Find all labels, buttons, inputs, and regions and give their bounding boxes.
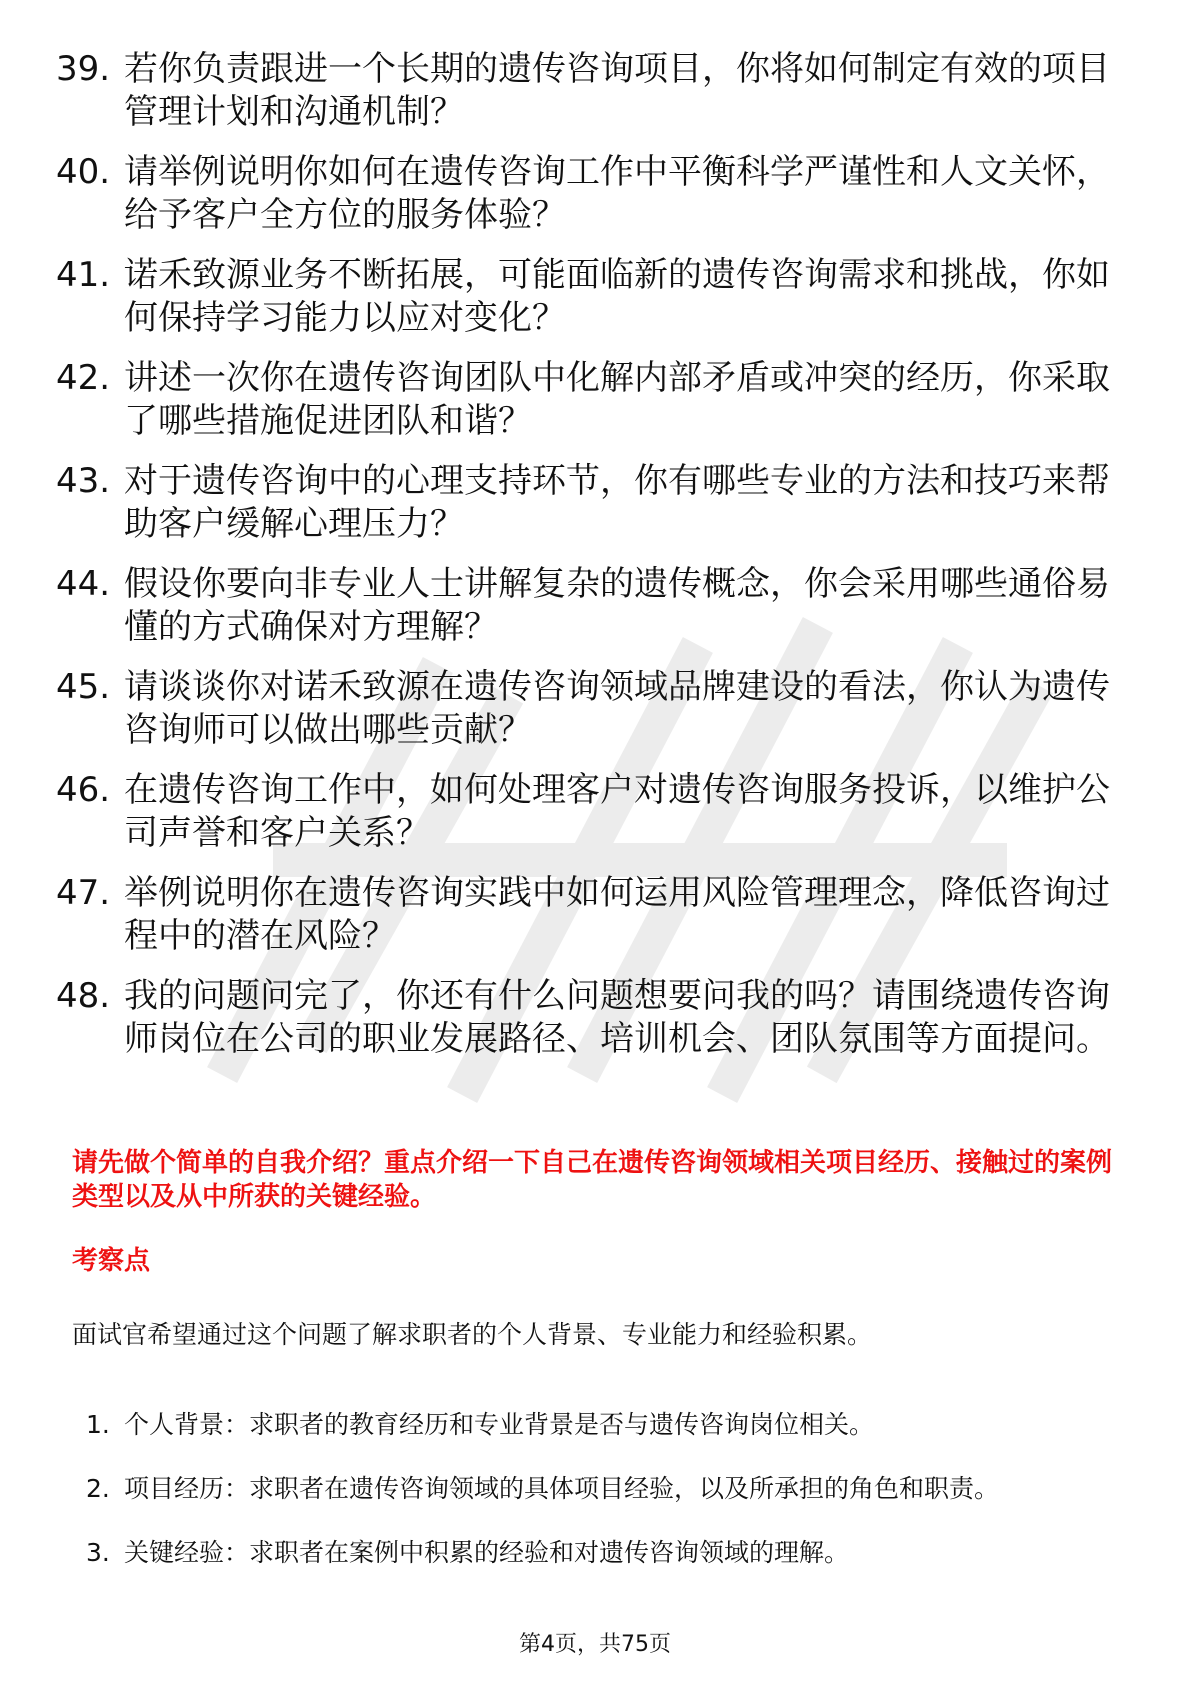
point-text: 关键经验：求职者在案例中积累的经验和对遗传咨询领域的理解。	[124, 1538, 850, 1567]
question-number: 47.	[56, 873, 111, 913]
point-number: 3.	[86, 1538, 110, 1567]
question-item	[56, 769, 1116, 855]
question-list	[56, 48, 1116, 1078]
point-item	[86, 1524, 1096, 1582]
question-number: 39.	[56, 49, 111, 89]
point-number: 2.	[86, 1474, 110, 1503]
question-item	[56, 666, 1116, 752]
question-number: 46.	[56, 770, 111, 810]
question-text: 诺禾致源业务不断拓展，可能面临新的遗传咨询需求和挑战，你如何保持学习能力以应对变化？	[124, 255, 1110, 338]
question-item	[56, 151, 1116, 237]
question-item	[56, 357, 1116, 443]
question-text: 举例说明你在遗传咨询实践中如何运用风险管理理念，降低咨询过程中的潜在风险？	[124, 873, 1110, 956]
question-number: 44.	[56, 564, 111, 604]
point-text: 项目经历：求职者在遗传咨询领域的具体项目经验，以及所承担的角色和职责。	[124, 1474, 1000, 1503]
point-number: 1.	[86, 1410, 110, 1439]
question-item	[56, 48, 1116, 134]
question-item	[56, 254, 1116, 340]
question-number: 43.	[56, 461, 111, 501]
question-text: 讲述一次你在遗传咨询团队中化解内部矛盾或冲突的经历，你采取了哪些措施促进团队和谐？	[124, 358, 1110, 441]
question-item	[56, 563, 1116, 649]
question-item	[56, 460, 1116, 546]
question-text: 对于遗传咨询中的心理支持环节，你有哪些专业的方法和技巧来帮助客户缓解心理压力？	[124, 461, 1110, 544]
question-number: 41.	[56, 255, 111, 295]
question-text: 我的问题问完了，你还有什么问题想要问我的吗？请围绕遗传咨询师岗位在公司的职业发展路径、培训机会、团队氛围等方面提问。	[124, 976, 1110, 1059]
question-text: 假设你要向非专业人士讲解复杂的遗传概念，你会采用哪些通俗易懂的方式确保对方理解？	[124, 564, 1110, 647]
point-text: 个人背景：求职者的教育经历和专业背景是否与遗传咨询岗位相关。	[124, 1410, 875, 1439]
question-text: 请谈谈你对诺禾致源在遗传咨询领域品牌建设的看法，你认为遗传咨询师可以做出哪些贡献？	[124, 667, 1110, 750]
section-label: 考察点	[72, 1246, 151, 1276]
question-number: 45.	[56, 667, 111, 707]
question-item	[56, 872, 1116, 958]
question-number: 42.	[56, 358, 111, 398]
point-item	[86, 1460, 1096, 1518]
question-text: 请举例说明你如何在遗传咨询工作中平衡科学严谨性和人文关怀，给予客户全方位的服务体验？	[124, 152, 1110, 235]
highlight-question: 请先做个简单的自我介绍？重点介绍一下自己在遗传咨询领域相关项目经历、接触过的案例类型以及从中所获的关键经验。	[72, 1148, 1113, 1212]
page-footer: 第4页，共75页	[519, 1632, 671, 1657]
question-number: 48.	[56, 976, 111, 1016]
point-item	[86, 1396, 1096, 1454]
question-number: 40.	[56, 152, 111, 192]
question-text: 若你负责跟进一个长期的遗传咨询项目，你将如何制定有效的项目管理计划和沟通机制？	[124, 49, 1110, 132]
point-list	[86, 1396, 1096, 1588]
question-item	[56, 975, 1116, 1061]
intro-paragraph: 面试官希望通过这个问题了解求职者的个人背景、专业能力和经验积累。	[72, 1320, 873, 1349]
question-text: 在遗传咨询工作中，如何处理客户对遗传咨询服务投诉，以维护公司声誉和客户关系？	[124, 770, 1110, 853]
